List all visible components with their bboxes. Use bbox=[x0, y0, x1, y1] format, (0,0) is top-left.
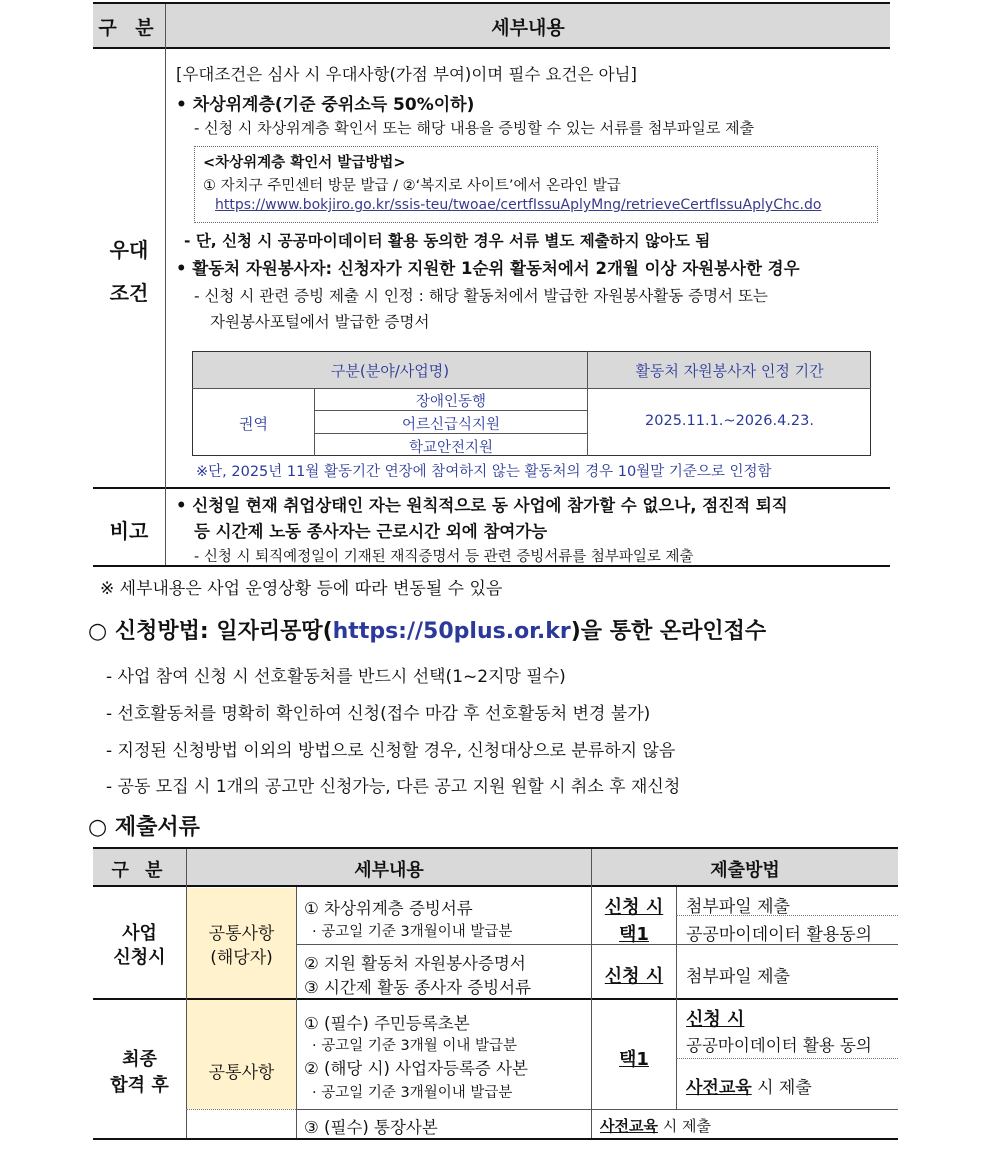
doc-resident-register: ① (필수) 주민등록초본 bbox=[304, 1014, 470, 1033]
method1-label-1: 신청 시 bbox=[604, 897, 664, 918]
remark-line1: • 신청일 현재 취업상태인 자는 원칙적으로 동 사업에 참가할 수 없으나, 점진적 퇴직 bbox=[176, 496, 788, 515]
row-label-application-1: 사업 bbox=[122, 923, 157, 944]
docs-heading: ○ 제출서류 bbox=[88, 815, 200, 840]
method3-option2 bbox=[686, 1073, 812, 1098]
inner-item: 장애인동행 bbox=[415, 394, 487, 410]
row-label-preference-2: 조건 bbox=[109, 281, 149, 305]
docs-header-category: 구 분 bbox=[111, 860, 168, 881]
method1-option-mydata: 공공마이데이터 활용동의 bbox=[686, 925, 873, 945]
row1-common-1: 공통사항 bbox=[208, 924, 275, 944]
method4-tail: 시 제출 bbox=[657, 1117, 711, 1135]
row2-common: 공통사항 bbox=[208, 1063, 275, 1083]
inner-period-value: 2025.11.1.~2026.4.23. bbox=[645, 413, 814, 429]
doc-business-registration: ② (해당 시) 사업자등록증 사본 bbox=[304, 1059, 528, 1078]
preference-note: [우대조건은 심사 시 우대사항(가점 부여)이며 필수 요건은 아님] bbox=[176, 65, 637, 84]
bullet-volunteer-sub1: - 신청 시 관련 증빙 제출 시 인정 : 해당 활동처에서 발급한 자원봉사활동 증명서 또는 bbox=[194, 287, 768, 305]
method3-option1-head: 신청 시 bbox=[686, 1009, 745, 1030]
remark-line3: - 신청 시 퇴직예정일이 기재된 재직증명서 등 관련 증빙서류를 첨부파일로 제출 bbox=[194, 549, 694, 565]
inner-header-category: 구분(분야/사업명) bbox=[330, 362, 450, 380]
inner-item: 학교안전지원 bbox=[408, 440, 494, 456]
volunteer-footnote: ※단, 2025년 11월 활동기간 연장에 참여하지 않는 활동처의 경우 10월말 기준으로 인정함 bbox=[196, 464, 772, 480]
doc-parttime-proof: ③ 시간제 활동 종사자 증빙서류 bbox=[304, 978, 532, 997]
apply-heading-text: ○ 신청방법: 일자리몽땅( bbox=[88, 619, 333, 644]
method4-head: 사전교육 bbox=[600, 1117, 658, 1135]
table-header-category: 구 분 bbox=[98, 17, 160, 39]
row-label-preference-1: 우대 bbox=[109, 238, 149, 262]
bullet-low-income-sub: - 신청 시 차상위계층 확인서 또는 해당 내용을 증빙할 수 있는 서류를 첨부파일로 제출 bbox=[194, 119, 755, 137]
row1-common-2: (해당자) bbox=[210, 948, 273, 968]
method2-value: 첨부파일 제출 bbox=[686, 967, 790, 987]
method1-label-2: 택1 bbox=[619, 924, 649, 945]
table-header-details: 세부내용 bbox=[491, 17, 565, 39]
method3-label: 택1 bbox=[619, 1049, 649, 1070]
method3-option1-text: 공공마이데이터 활용 동의 bbox=[686, 1036, 872, 1055]
doc-volunteer-cert: ② 지원 활동처 자원봉사증명서 bbox=[304, 954, 526, 973]
apply-heading bbox=[88, 614, 766, 645]
method4 bbox=[600, 1115, 711, 1136]
doc-resident-register-sub: · 공고일 기준 3개월 이내 발급분 bbox=[312, 1038, 517, 1054]
doc-bankbook: ③ (필수) 통장사본 bbox=[304, 1118, 438, 1137]
inner-header-period: 활동처 자원봉사자 인정 기간 bbox=[635, 362, 824, 380]
inner-group-region: 권역 bbox=[239, 415, 268, 433]
row-label-application-2: 신청시 bbox=[113, 947, 166, 968]
method2-label: 신청 시 bbox=[604, 966, 664, 987]
change-notice: ※ 세부내용은 사업 운영상황 등에 따라 변동될 수 있음 bbox=[100, 579, 503, 599]
apply-item: - 공동 모집 시 1개의 공고만 신청가능, 다른 공고 지원 원할 시 취소 후 재신청 bbox=[106, 777, 681, 797]
method3-option2-tail: 시 제출 bbox=[751, 1078, 812, 1098]
bokjiro-link[interactable]: https://www.bokjiro.go.kr/ssis-teu/twoae/certfIssuAplyMng/retrieveCertfIssuAplyChc.do bbox=[215, 197, 822, 213]
bullet-low-income-note: - 단, 신청 시 공공마이데이터 활용 동의한 경우 서류 별도 제출하지 않아도 됨 bbox=[184, 232, 711, 250]
apply-heading-tail: )을 통한 온라인접수 bbox=[570, 619, 767, 644]
certificate-box-title: <차상위계층 확인서 발급방법> bbox=[203, 155, 406, 171]
apply-item: - 선호활동처를 명확히 확인하여 신청(접수 마감 후 선호활동처 변경 불가) bbox=[106, 704, 651, 724]
row-label-final-2: 합격 후 bbox=[110, 1075, 169, 1096]
doc-low-income-proof: ① 차상위계층 증빙서류 bbox=[304, 899, 473, 918]
row-label-final-1: 최종 bbox=[122, 1049, 157, 1070]
method3-option2-head: 사전교육 bbox=[686, 1078, 752, 1098]
doc-business-registration-sub: · 공고일 기준 3개월이내 발급분 bbox=[312, 1085, 513, 1101]
certificate-box-line: ① 자치구 주민센터 방문 발급 / ②‘복지로 사이트’에서 온라인 발급 bbox=[203, 178, 621, 194]
apply-item: - 사업 참여 신청 시 선호활동처를 반드시 선택(1~2지망 필수) bbox=[106, 667, 566, 687]
bullet-volunteer-sub2: 자원봉사포털에서 발급한 증명서 bbox=[210, 313, 430, 331]
bullet-volunteer: • 활동처 자원봉사자: 신청자가 지원한 1순위 활동처에서 2개월 이상 자원봉사한 경우 bbox=[176, 259, 800, 278]
apply-item: - 지정된 신청방법 이외의 방법으로 신청할 경우, 신청대상으로 분류하지 않음 bbox=[106, 741, 676, 761]
method1-option-attach: 첨부파일 제출 bbox=[686, 897, 790, 917]
doc-low-income-proof-sub: · 공고일 기준 3개월이내 발급분 bbox=[312, 924, 513, 940]
row-label-remark: 비고 bbox=[109, 519, 149, 543]
remark-line2: 등 시간제 노동 종사자는 근로시간 외에 참여가능 bbox=[194, 522, 548, 541]
docs-header-method: 제출방법 bbox=[710, 860, 780, 881]
fifty-plus-link[interactable]: https://50plus.or.kr bbox=[332, 619, 571, 644]
bullet-low-income: • 차상위계층(기준 중위소득 50%이하) bbox=[176, 95, 475, 115]
inner-item: 어르신급식지원 bbox=[401, 417, 501, 433]
docs-header-details: 세부내용 bbox=[354, 860, 424, 881]
